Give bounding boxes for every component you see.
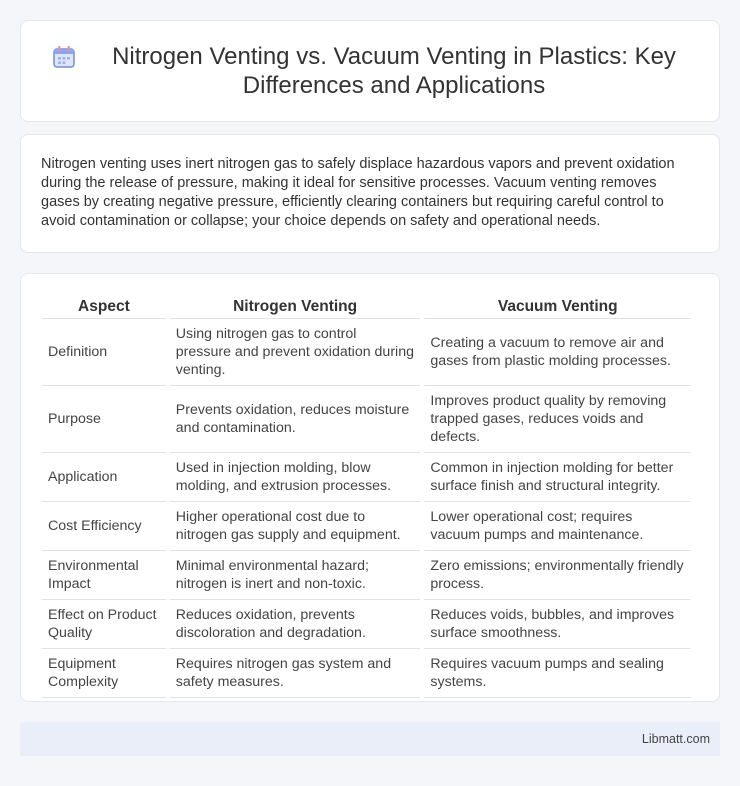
comparison-table [38, 294, 695, 698]
header-card [20, 20, 720, 122]
column-header-vacuum: Vacuum Venting [424, 294, 691, 319]
table-row [42, 551, 691, 600]
page-title: Nitrogen Venting vs. Vacuum Venting in Plastics: Key Differences and Applications [112, 43, 676, 99]
aspect-cell: Environmental Impact [42, 551, 166, 600]
nitrogen-cell: Used in injection molding, blow molding, and extrusion processes. [170, 453, 421, 502]
aspect-cell: Purpose [42, 386, 166, 453]
table-header-row [42, 294, 691, 319]
nitrogen-cell: Requires nitrogen gas system and safety measures. [170, 649, 421, 698]
aspect-cell: Application [42, 453, 166, 502]
aspect-cell: Definition [42, 319, 166, 386]
column-header-nitrogen: Nitrogen Venting [170, 294, 421, 319]
nitrogen-cell: Higher operational cost due to nitrogen gas supply and equipment. [170, 502, 421, 551]
summary-text: Nitrogen venting uses inert nitrogen gas to safely displace hazardous vapors and prevent oxidation during the release of pressure, making it ideal for sensitive processes. Vacuum venting removes gases by creating negative pressure, efficiently clearing containers but requiring careful control to avoid contamination or collapse; your choice depends on safety and operational needs. [41, 156, 675, 229]
vacuum-cell: Improves product quality by removing trapped gases, reduces voids and defects. [424, 386, 691, 453]
summary-card [20, 134, 720, 253]
footer-bar [20, 722, 720, 756]
aspect-cell: Effect on Product Quality [42, 600, 166, 649]
table-row [42, 386, 691, 453]
vacuum-cell: Requires vacuum pumps and sealing systems. [424, 649, 691, 698]
calendar-icon [51, 44, 77, 70]
nitrogen-cell: Using nitrogen gas to control pressure and prevent oxidation during venting. [170, 319, 421, 386]
aspect-cell: Equipment Complexity [42, 649, 166, 698]
vacuum-cell: Creating a vacuum to remove air and gases from plastic molding processes. [424, 319, 691, 386]
table-row [42, 502, 691, 551]
vacuum-cell: Common in injection molding for better surface finish and structural integrity. [424, 453, 691, 502]
footer-site-link[interactable]: Libmatt.com [641, 732, 710, 746]
nitrogen-cell: Minimal environmental hazard; nitrogen is inert and non-toxic. [170, 551, 421, 600]
table-row [42, 319, 691, 386]
table-row [42, 600, 691, 649]
aspect-cell: Cost Efficiency [42, 502, 166, 551]
nitrogen-cell: Prevents oxidation, reduces moisture and contamination. [170, 386, 421, 453]
vacuum-cell: Lower operational cost; requires vacuum pumps and maintenance. [424, 502, 691, 551]
table-row [42, 649, 691, 698]
vacuum-cell: Reduces voids, bubbles, and improves surface smoothness. [424, 600, 691, 649]
comparison-table-card [20, 273, 720, 702]
table-row [42, 453, 691, 502]
column-header-aspect: Aspect [42, 294, 166, 319]
nitrogen-cell: Reduces oxidation, prevents discoloration and degradation. [170, 600, 421, 649]
vacuum-cell: Zero emissions; environmentally friendly process. [424, 551, 691, 600]
